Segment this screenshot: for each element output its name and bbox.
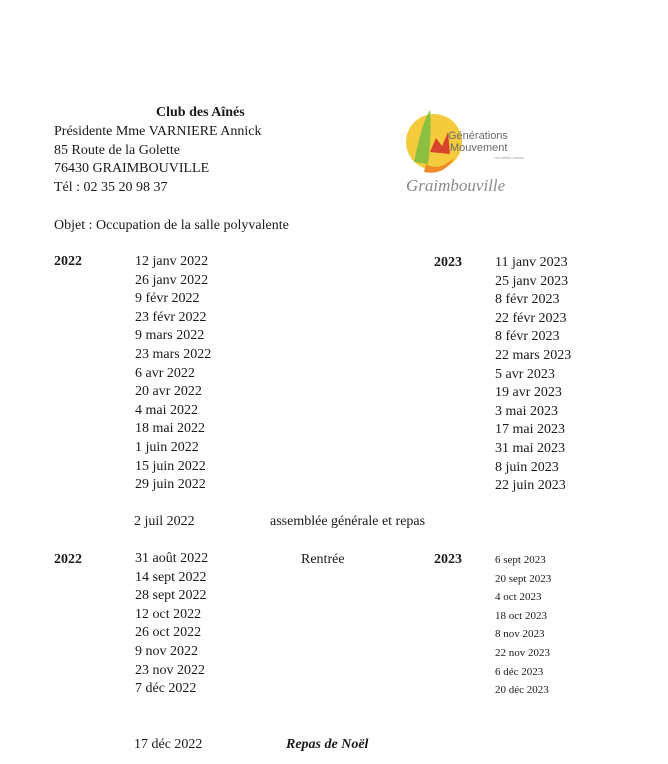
logo-town-name: Graimbouville <box>406 176 506 195</box>
date-entry: 15 juin 2022 <box>135 458 206 474</box>
date-entry: 8 juin 2023 <box>495 459 559 475</box>
date-entry: 25 janv 2023 <box>495 273 569 289</box>
date-entry: 18 mai 2022 <box>135 421 205 437</box>
date-entry: 31 août 2022 <box>135 551 209 566</box>
assembly-label: assemblée générale et repas <box>270 514 426 529</box>
date-entry: 29 juin 2022 <box>135 477 206 493</box>
date-entry: 28 sept 2022 <box>135 588 207 604</box>
president-line: Présidente Mme VARNIERE Annick <box>54 124 262 139</box>
date-entry: 26 oct 2022 <box>135 625 202 641</box>
date-entry: 22 nov 2023 <box>495 646 550 659</box>
date-entry: 11 janv 2023 <box>495 255 568 270</box>
christmas-date: 17 déc 2022 <box>134 737 203 752</box>
generations-mouvement-logo <box>404 102 534 202</box>
subject-line: Objet : Occupation de la salle polyvalente <box>54 218 289 233</box>
date-entry: 22 févr 2023 <box>495 310 567 326</box>
date-entry: 26 janv 2022 <box>135 272 209 288</box>
date-entry: 17 mai 2023 <box>495 422 565 438</box>
date-entry: 9 févr 2022 <box>135 291 200 307</box>
dates-column-2023-first-half <box>495 254 571 496</box>
dates-column-2022-first-half <box>135 253 211 495</box>
date-entry: 1 juin 2022 <box>135 439 199 455</box>
date-entry: 5 avr 2023 <box>495 366 555 382</box>
dates-column-2022-second-half <box>135 550 208 699</box>
phone-line: Tél : 02 35 20 98 37 <box>54 180 168 195</box>
address-line-1: 85 Route de la Golette <box>54 143 180 158</box>
date-entry: 19 avr 2023 <box>495 385 562 401</box>
date-entry: 9 mars 2022 <box>135 328 205 344</box>
date-entry: 20 avr 2022 <box>135 384 202 400</box>
date-entry: 8 nov 2023 <box>495 628 545 641</box>
date-entry: 23 nov 2022 <box>135 662 205 678</box>
rentree-label: Rentrée <box>301 552 345 567</box>
logo-text-mouvement: Mouvement <box>450 142 508 154</box>
date-entry: 20 sept 2023 <box>495 572 552 585</box>
year-label-left-1: 2022 <box>54 254 82 269</box>
date-entry: 20 déc 2023 <box>495 684 549 697</box>
year-label-right-2: 2023 <box>434 552 462 567</box>
christmas-label: Repas de Noël <box>286 737 369 752</box>
date-entry: 4 mai 2022 <box>135 402 198 418</box>
date-entry: 8 févr 2023 <box>495 292 560 308</box>
date-entry: 23 mars 2022 <box>135 346 212 362</box>
date-entry: 4 oct 2023 <box>495 591 542 604</box>
dates-column-2023-second-half <box>495 551 551 700</box>
date-entry: 9 nov 2022 <box>135 643 198 659</box>
date-entry: 3 mai 2023 <box>495 403 558 419</box>
address-line-2: 76430 GRAIMBOUVILLE <box>54 161 210 176</box>
date-entry: 6 déc 2023 <box>495 665 544 678</box>
date-entry: 22 mars 2023 <box>495 347 572 363</box>
date-entry: 6 sept 2023 <box>495 554 546 566</box>
club-title: Club des Aînés <box>156 105 245 120</box>
date-entry: 12 janv 2022 <box>135 254 209 269</box>
date-entry: 18 oct 2023 <box>495 609 547 622</box>
date-entry: 8 févr 2023 <box>495 329 560 345</box>
year-label-left-2: 2022 <box>54 552 82 567</box>
date-entry: 23 févr 2022 <box>135 309 207 325</box>
date-entry: 7 déc 2022 <box>135 681 197 697</box>
logo-text-subtitle: Les aînés ruraux <box>494 155 524 160</box>
date-entry: 22 juin 2023 <box>495 478 566 494</box>
date-entry: 14 sept 2022 <box>135 569 207 585</box>
date-entry: 12 oct 2022 <box>135 606 202 622</box>
assembly-date: 2 juil 2022 <box>134 514 195 529</box>
logo-text-generations: Générations <box>448 130 508 142</box>
date-entry: 31 mai 2023 <box>495 440 565 456</box>
date-entry: 6 avr 2022 <box>135 365 195 381</box>
year-label-right-1: 2023 <box>434 255 462 270</box>
